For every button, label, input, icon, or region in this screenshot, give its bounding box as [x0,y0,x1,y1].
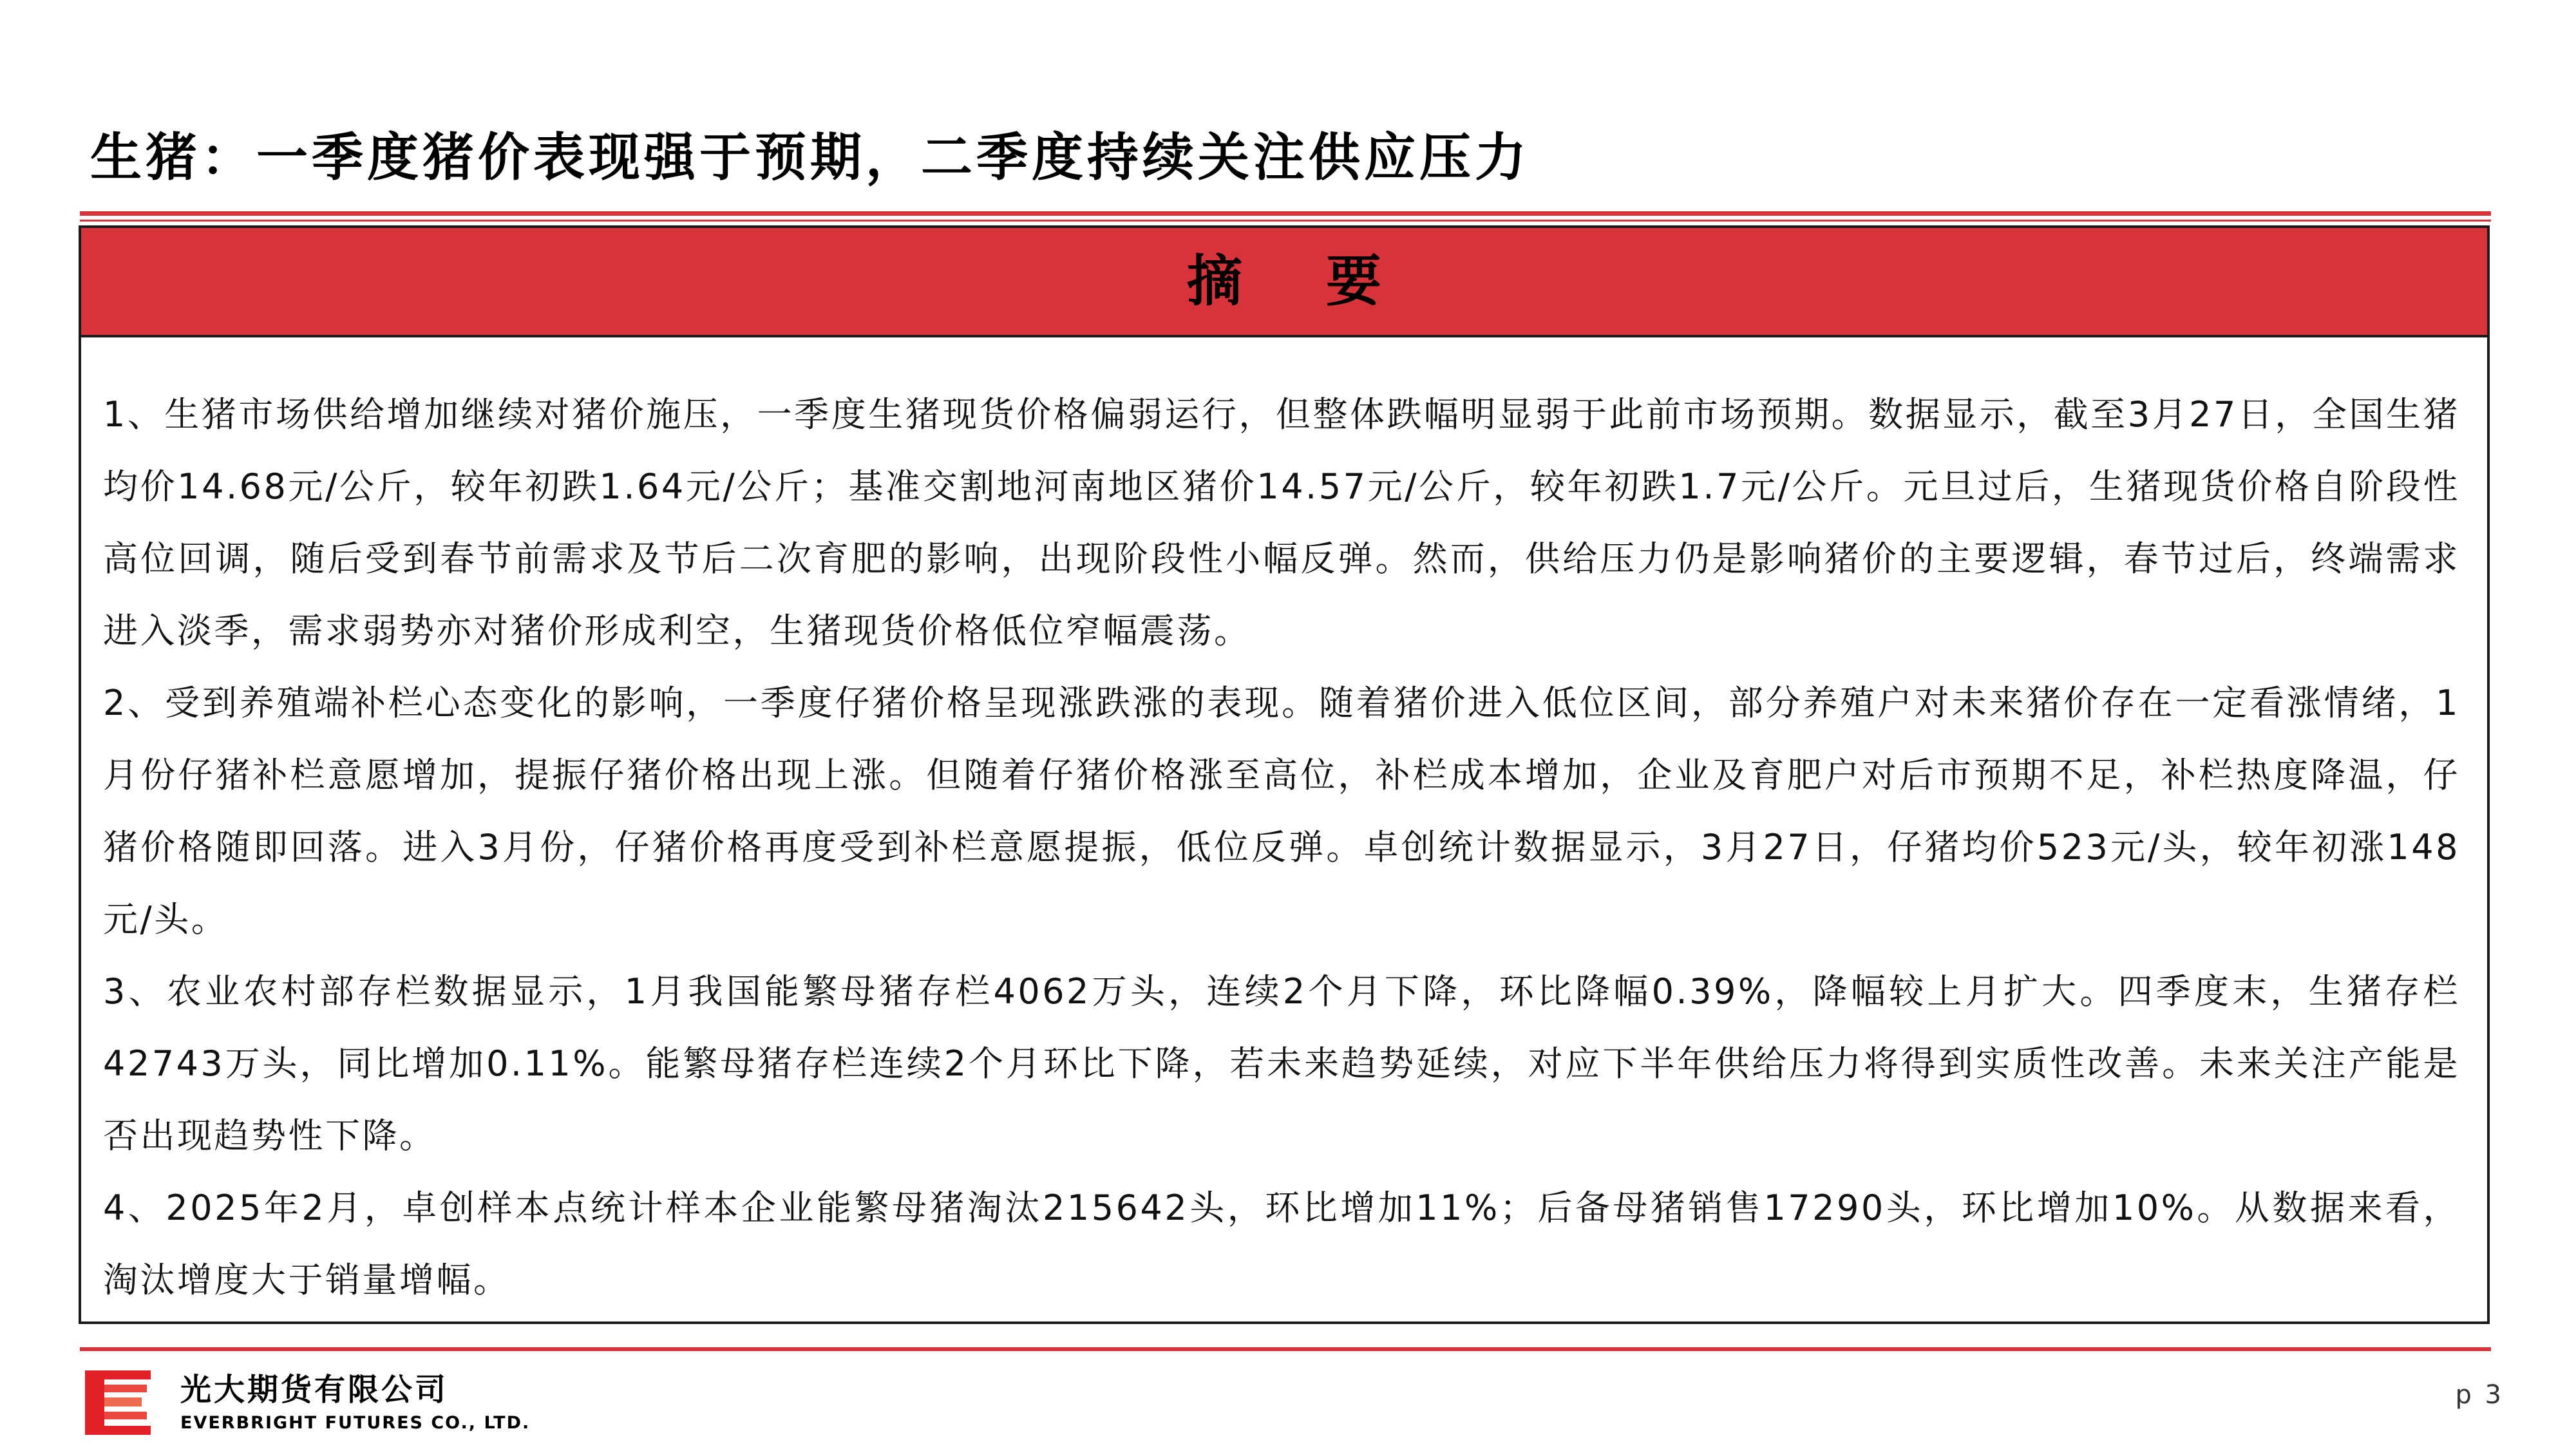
summary-paragraph-3: 3、农业农村部存栏数据显示，1月我国能繁母猪存栏4062万头，连续2个月下降，环比降幅0.39%，降幅较上月扩大。四季度末，生猪存栏42743万头，同比增加0.11%。能繁母猪存栏连续2个月环比下降，若未来趋势延续，对应下半年供给压力将得到实质性改善。未来关注产能是否出现趋势性下降。 [103,971,2460,1156]
everbright-logo-icon [85,1370,157,1435]
summary-panel [79,225,2490,1324]
summary-body [103,379,2460,1316]
slide-title: 生猪：一季度猪价表现强于预期，二季度持续关注供应压力 [90,128,1530,187]
title-divider-thin [80,220,2491,222]
summary-paragraph-1: 1、生猪市场供给增加继续对猪价施压，一季度生猪现货价格偏弱运行，但整体跌幅明显弱于此前市场预期。数据显示，截至3月27日，全国生猪均价14.68元/公斤，较年初跌1.64元/公斤；基准交割地河南地区猪价14.57元/公斤，较年初跌1.7元/公斤。元旦过后，生猪现货价格自阶段性高位回调，随后受到春节前需求及节后二次育肥的影响，出现阶段性小幅反弹。然而，供给压力仍是影响猪价的主要逻辑，春节过后，终端需求进入淡季，需求弱势亦对猪价形成利空，生猪现货价格低位窄幅震荡。 [103,394,2460,651]
title-divider [80,211,2491,216]
page-number: p 3 [2455,1380,2504,1410]
summary-header-bar [81,228,2487,337]
company-name-cn: 光大期货有限公司 [180,1372,449,1408]
summary-paragraph-4: 4、2025年2月，卓创样本点统计样本企业能繁母猪淘汰215642头，环比增加11%；后备母猪销售17290头，环比增加10%。从数据来看，淘汰增度大于销量增幅。 [103,1188,2460,1300]
summary-paragraph-2: 2、受到养殖端补栏心态变化的影响，一季度仔猪价格呈现涨跌涨的表现。随着猪价进入低位区间，部分养殖户对未来猪价存在一定看涨情绪，1月份仔猪补栏意愿增加，提振仔猪价格出现上涨。但随着仔猪价格涨至高位，补栏成本增加，企业及育肥户对后市预期不足，补栏热度降温，仔猪价格随即回落。进入3月份，仔猪价格再度受到补栏意愿提振，低位反弹。卓创统计数据显示，3月27日，仔猪均价523元/头，较年初涨148元/头。 [103,683,2460,940]
footer-divider [80,1347,2491,1351]
company-name-en: EVERBRIGHT FUTURES CO., LTD. [180,1413,531,1433]
summary-heading: 摘 要 [1187,249,1414,314]
